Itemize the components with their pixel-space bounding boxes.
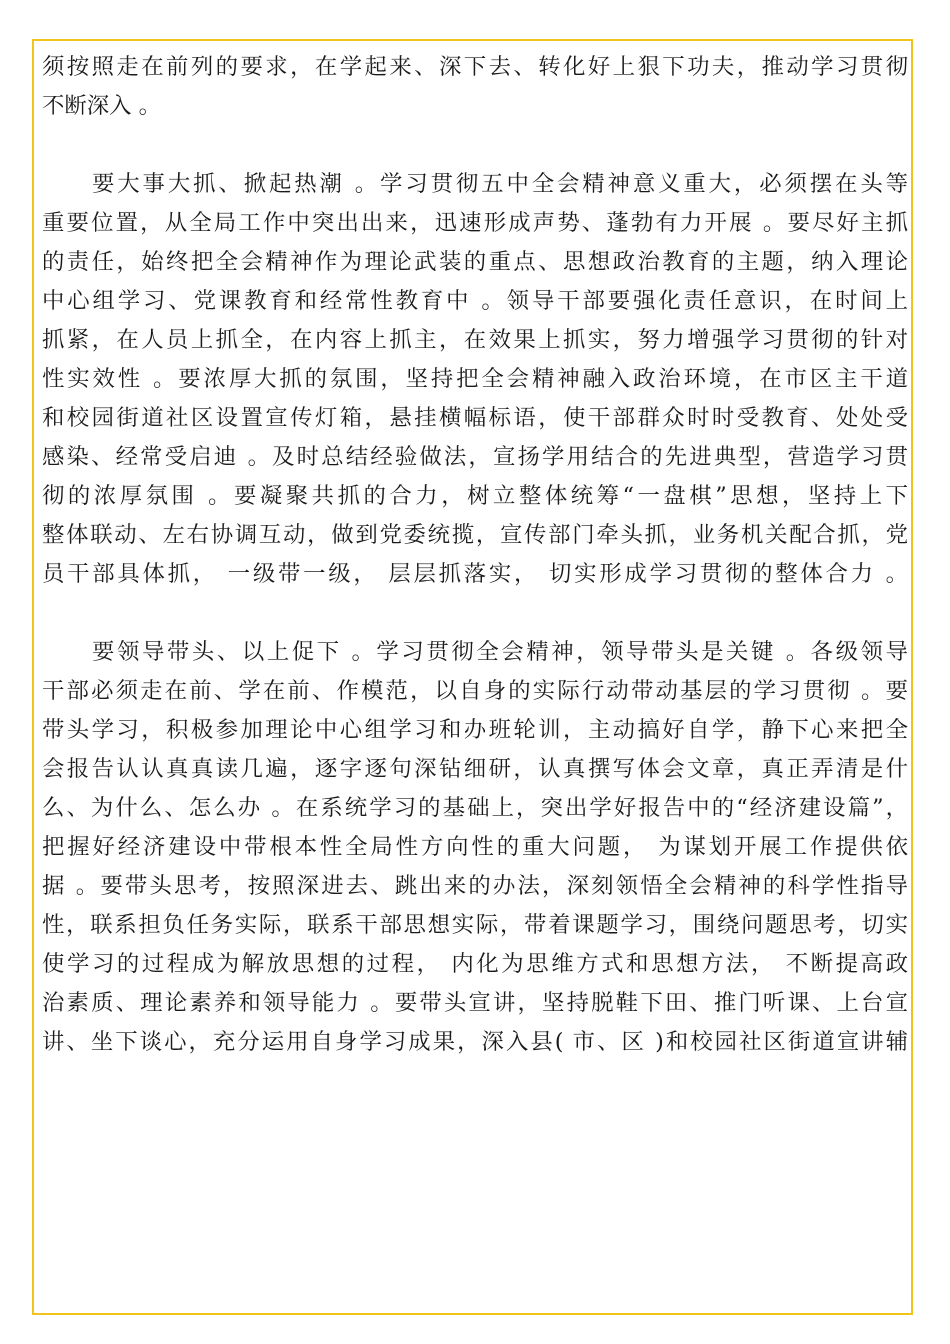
text-line: 性实效性 。要浓厚大抓的氛围，坚持把全会精神融入政治环境，在市区主干道	[42, 366, 908, 392]
text-line: 不断深入 。	[42, 93, 162, 119]
text-line: 整体联动、左右协调互动，做到党委统揽，宣传部门牵头抓，业务机关配合抓，党	[42, 522, 908, 548]
text-line: 讲、坐下谈心，充分运用自身学习成果，深入县( 市、区 )和校园社区街道宣讲辅	[42, 1029, 908, 1055]
text-line: 要领导带头、以上促下 。学习贯彻全会精神，领导带头是关键 。各级领导	[92, 639, 908, 665]
text-line: 彻的浓厚氛围 。要凝聚共抓的合力，树立整体统筹“一盘棋”思想，坚持上下	[42, 483, 908, 509]
text-line: 和校园街道社区设置宣传灯箱，悬挂横幅标语，使干部群众时时受教育、处处受	[42, 405, 908, 431]
text-line: 抓紧，在人员上抓全，在内容上抓主，在效果上抓实，努力增强学习贯彻的针对	[42, 327, 908, 353]
text-line: 感染、经常受启迪 。及时总结经验做法，宣扬学用结合的先进典型，营造学习贯	[42, 444, 908, 470]
text-line: 据 。要带头思考，按照深进去、跳出来的办法，深刻领悟全会精神的科学性指导	[42, 873, 908, 899]
paragraph-gap	[42, 594, 908, 633]
text-line: 带头学习，积极参加理论中心组学习和办班轮训，主动搞好自学，静下心来把全	[42, 717, 908, 743]
paragraph-3	[42, 633, 908, 1062]
text-line: 治素质、理论素养和领导能力 。要带头宣讲，坚持脱鞋下田、推门听课、上台宣	[42, 990, 908, 1016]
text-line: 把握好经济建设中带根本性全局性方向性的重大问题， 为谋划开展工作提供依	[42, 834, 908, 860]
document-body	[42, 48, 908, 1062]
paragraph-1	[42, 48, 908, 126]
paragraph-gap	[42, 126, 908, 165]
paragraph-2	[42, 165, 908, 594]
text-line: 的责任，始终把全会精神作为理论武装的重点、思想政治教育的主题，纳入理论	[42, 249, 908, 275]
text-line: 使学习的过程成为解放思想的过程， 内化为思维方式和思想方法， 不断提高政	[42, 951, 908, 977]
text-line: 中心组学习、党课教育和经常性教育中 。领导干部要强化责任意识，在时间上	[42, 288, 908, 314]
text-line: 么、为什么、怎么办 。在系统学习的基础上，突出学好报告中的“经济建设篇”，	[42, 795, 908, 821]
text-line: 须按照走在前列的要求，在学起来、深下去、转化好上狠下功夫，推动学习贯彻	[42, 54, 908, 80]
text-line: 员干部具体抓， 一级带一级， 层层抓落实， 切实形成学习贯彻的整体合力 。	[42, 561, 908, 587]
text-line: 性，联系担负任务实际，联系干部思想实际，带着课题学习，围绕问题思考，切实	[42, 912, 908, 938]
text-line: 会报告认认真真读几遍，逐字逐句深钻细研，认真撰写体会文章，真正弄清是什	[42, 756, 908, 782]
page-border-frame	[32, 39, 913, 1315]
text-line: 要大事大抓、掀起热潮 。学习贯彻五中全会精神意义重大，必须摆在头等	[92, 171, 908, 197]
text-line: 干部必须走在前、学在前、作模范，以自身的实际行动带动基层的学习贯彻 。要	[42, 678, 908, 704]
text-line: 重要位置，从全局工作中突出出来，迅速形成声势、蓬勃有力开展 。要尽好主抓	[42, 210, 908, 236]
